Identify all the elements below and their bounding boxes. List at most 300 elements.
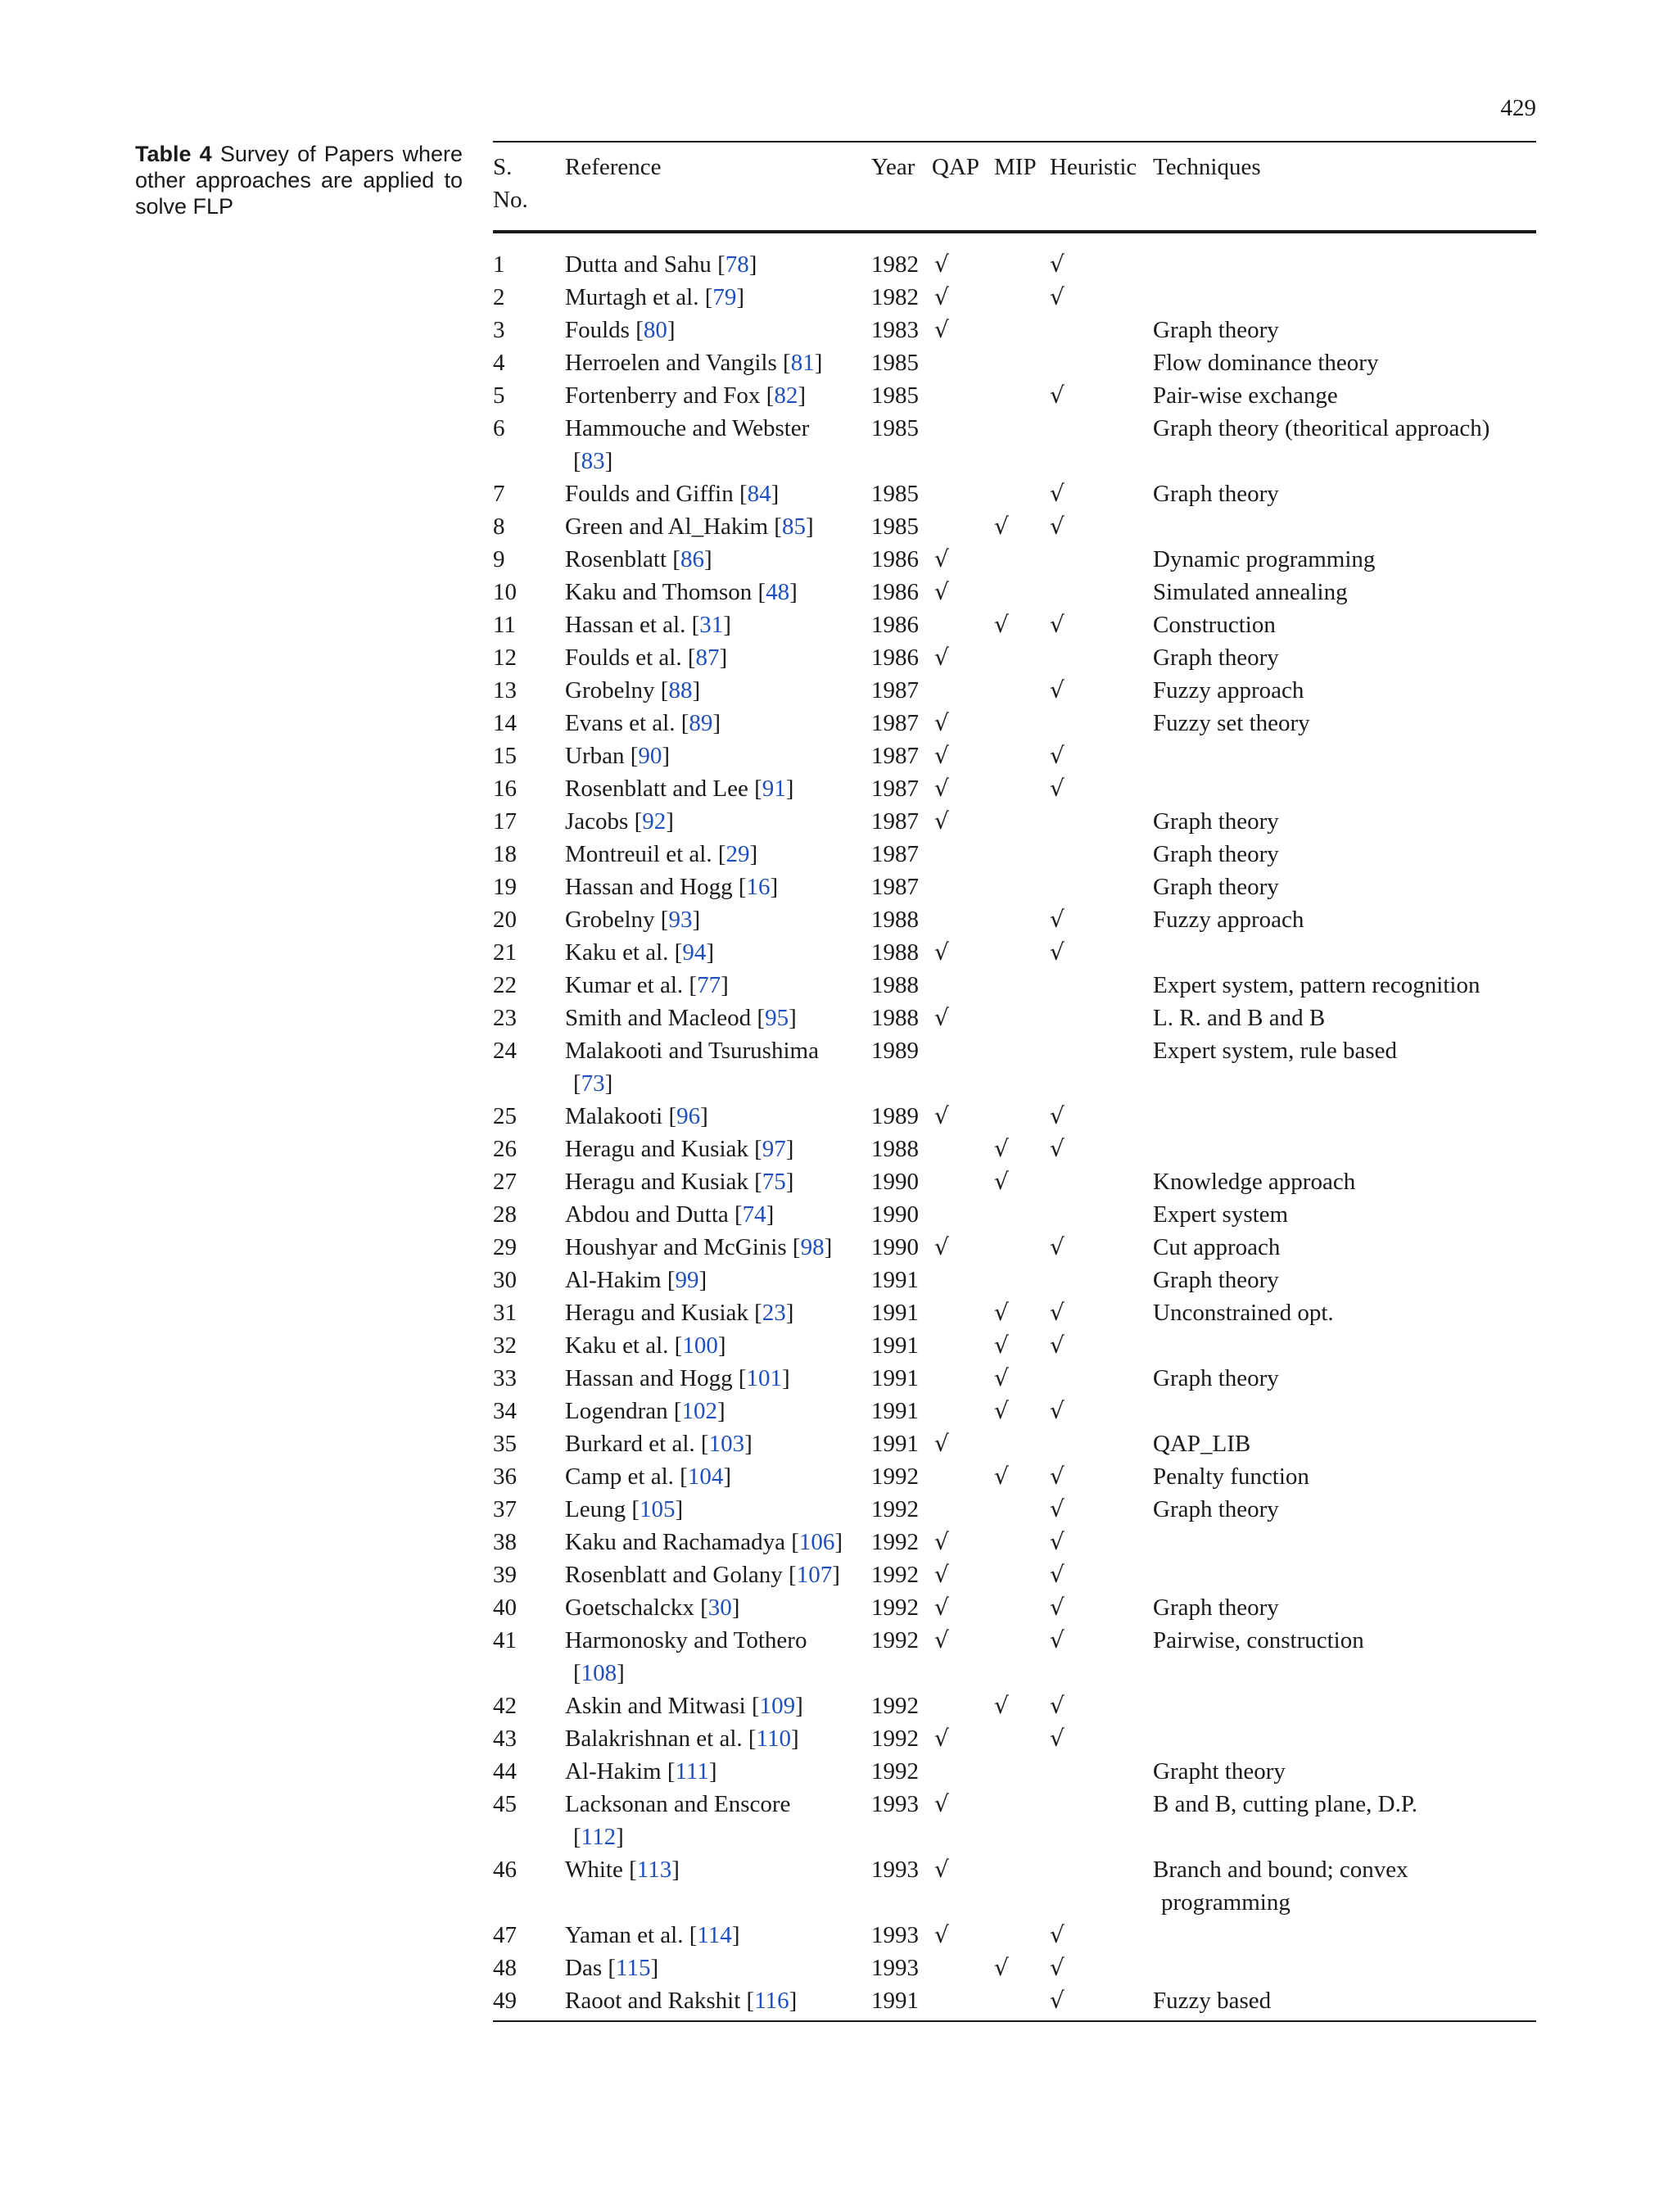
reference-authors: Fortenberry and Fox xyxy=(565,382,766,409)
citation-number[interactable]: 74 xyxy=(742,1201,766,1228)
row-techniques xyxy=(1153,1984,1536,2017)
citation-close-bracket: ] xyxy=(675,1496,684,1522)
table-row xyxy=(493,641,1536,674)
row-sno: 23 xyxy=(493,1005,517,1031)
techniques-text: Fuzzy approach xyxy=(1153,677,1304,703)
reference-authors: Malakooti xyxy=(565,1103,669,1129)
citation-number[interactable]: 75 xyxy=(762,1169,786,1195)
citation-open-bracket: [ xyxy=(757,579,766,605)
citation-close-bracket: ] xyxy=(604,448,613,474)
citation-number[interactable]: 83 xyxy=(581,448,605,474)
reference-citation[interactable] xyxy=(631,1496,683,1522)
citation-number[interactable]: 113 xyxy=(636,1857,672,1883)
citation-number[interactable]: 86 xyxy=(680,546,704,572)
citation-open-bracket: [ xyxy=(789,1562,797,1588)
citation-open-bracket: [ xyxy=(680,1463,688,1490)
reference-citation[interactable] xyxy=(688,645,727,671)
reference-citation[interactable] xyxy=(675,1332,726,1359)
row-heuristic-check: √ xyxy=(1050,1397,1065,1424)
row-heuristic-check: √ xyxy=(1050,1463,1065,1490)
table-row xyxy=(493,674,1536,707)
row-mip-check: √ xyxy=(994,513,1009,540)
reference-citation[interactable] xyxy=(668,1103,707,1129)
table-row xyxy=(493,838,1536,871)
row-qap-check: √ xyxy=(934,316,949,343)
reference-citation[interactable] xyxy=(680,1463,731,1490)
techniques-text: Expert system, pattern recognition xyxy=(1153,972,1480,998)
citation-open-bracket: [ xyxy=(774,513,782,540)
reference-citation[interactable] xyxy=(757,1005,796,1031)
row-heuristic-check: √ xyxy=(1050,1528,1065,1555)
citation-open-bracket: [ xyxy=(629,1857,637,1883)
row-sno: 37 xyxy=(493,1496,517,1522)
citation-number[interactable]: 73 xyxy=(581,1070,605,1097)
citation-open-bracket: [ xyxy=(668,1103,677,1129)
citation-open-bracket: [ xyxy=(791,1529,799,1555)
table-row xyxy=(493,1362,1536,1395)
row-qap-check: √ xyxy=(934,1561,949,1588)
citation-open-bracket: [ xyxy=(573,1824,581,1850)
citation-close-bracket: ] xyxy=(667,317,676,343)
row-year: 1993 xyxy=(871,1955,919,1981)
citation-close-bracket: ] xyxy=(748,251,757,278)
citation-close-bracket: ] xyxy=(692,907,701,933)
reference-citation[interactable] xyxy=(700,1595,739,1621)
reference-citation[interactable] xyxy=(752,1693,803,1719)
reference-citation[interactable] xyxy=(748,1726,799,1752)
row-reference xyxy=(565,740,870,772)
reference-citation[interactable] xyxy=(681,710,721,736)
reference-citation[interactable] xyxy=(717,251,757,278)
row-techniques xyxy=(1153,871,1536,903)
citation-close-bracket: ] xyxy=(617,1660,625,1686)
table-row xyxy=(493,1231,1536,1264)
table-row xyxy=(493,936,1536,969)
citation-number[interactable]: 112 xyxy=(581,1824,617,1850)
citation-close-bracket: ] xyxy=(650,1955,659,1981)
reference-authors: Camp et al. xyxy=(565,1463,680,1490)
row-reference xyxy=(565,674,870,707)
row-reference xyxy=(565,969,870,1002)
citation-number[interactable]: 77 xyxy=(697,972,721,998)
row-year: 1985 xyxy=(871,481,919,507)
row-sno: 18 xyxy=(493,841,517,867)
citation-number[interactable]: 87 xyxy=(695,645,720,671)
reference-citation[interactable] xyxy=(705,284,744,310)
row-year: 1988 xyxy=(871,939,919,966)
citation-open-bracket: [ xyxy=(689,1922,698,1948)
reference-authors: Hassan and Hogg xyxy=(565,1365,739,1391)
citation-close-bracket: ] xyxy=(785,1169,794,1195)
citation-open-bracket: [ xyxy=(735,1201,743,1228)
citation-number[interactable]: 80 xyxy=(643,317,667,343)
reference-citation[interactable] xyxy=(739,874,778,900)
row-qap-check: √ xyxy=(934,1233,949,1260)
table-row xyxy=(493,1558,1536,1591)
reference-citation[interactable] xyxy=(747,1988,798,2014)
row-sno: 48 xyxy=(493,1955,517,1981)
table-row xyxy=(493,1395,1536,1427)
row-year: 1992 xyxy=(871,1627,919,1653)
citation-number[interactable]: 103 xyxy=(708,1431,745,1457)
reference-authors: Kaku and Rachamadya xyxy=(565,1529,792,1555)
techniques-text: Graph theory (theoritical approach) xyxy=(1153,415,1490,441)
reference-citation[interactable] xyxy=(754,1169,793,1195)
row-year: 1993 xyxy=(871,1791,919,1817)
citation-close-bracket: ] xyxy=(832,1562,840,1588)
reference-citation[interactable] xyxy=(635,317,675,343)
row-sno: 20 xyxy=(493,907,517,933)
citation-open-bracket: [ xyxy=(746,1988,755,2014)
citation-number[interactable]: 82 xyxy=(774,382,798,409)
citation-close-bracket: ] xyxy=(790,1726,799,1752)
row-sno: 5 xyxy=(493,382,505,409)
row-reference xyxy=(565,805,870,838)
row-qap-check: √ xyxy=(934,1528,949,1555)
reference-citation[interactable] xyxy=(774,513,813,540)
row-sno: 45 xyxy=(493,1791,517,1817)
techniques-text: Graph theory xyxy=(1153,1267,1279,1293)
header-sno: S. No. xyxy=(493,154,528,213)
reference-authors: Askin and Mitwasi xyxy=(565,1693,752,1719)
reference-citation[interactable] xyxy=(608,1955,658,1981)
reference-citation[interactable] xyxy=(791,1529,843,1555)
citation-number[interactable]: 106 xyxy=(798,1529,835,1555)
techniques-text: Graph theory xyxy=(1153,1496,1279,1522)
reference-authors: Urban xyxy=(565,743,631,769)
techniques-text: Construction xyxy=(1153,612,1276,638)
reference-citation[interactable] xyxy=(718,841,757,867)
citation-number[interactable]: 92 xyxy=(642,808,667,835)
citation-number[interactable]: 104 xyxy=(687,1463,724,1490)
row-heuristic-check: √ xyxy=(1050,1102,1065,1129)
row-sno: 25 xyxy=(493,1103,517,1129)
techniques-text: Flow dominance theory xyxy=(1153,350,1379,376)
reference-citation[interactable] xyxy=(667,1267,707,1293)
row-reference xyxy=(565,1231,870,1264)
row-year: 1993 xyxy=(871,1857,919,1883)
row-sno: 8 xyxy=(493,513,505,540)
citation-close-bracket: ] xyxy=(795,1693,803,1719)
citation-open-bracket: [ xyxy=(766,382,775,409)
citation-close-bracket: ] xyxy=(700,1103,708,1129)
row-reference xyxy=(565,1264,870,1296)
reference-citation[interactable] xyxy=(701,1431,753,1457)
citation-number[interactable]: 95 xyxy=(765,1005,789,1031)
reference-authors: Dutta and Sahu xyxy=(565,251,718,278)
reference-citation[interactable] xyxy=(757,579,797,605)
row-heuristic-check: √ xyxy=(1050,1921,1065,1948)
reference-citation[interactable] xyxy=(739,481,779,507)
citation-number[interactable]: 98 xyxy=(800,1234,825,1260)
row-techniques xyxy=(1153,969,1536,1002)
row-sno: 1 xyxy=(493,251,505,278)
citation-open-bracket: [ xyxy=(754,1300,762,1326)
reference-authors: Balakrishnan et al. xyxy=(565,1726,748,1752)
reference-citation[interactable] xyxy=(631,743,670,769)
row-heuristic-check: √ xyxy=(1050,480,1065,507)
citation-number[interactable]: 81 xyxy=(790,350,815,376)
citation-number[interactable]: 110 xyxy=(756,1726,791,1752)
table-row xyxy=(493,805,1536,838)
citation-number[interactable]: 96 xyxy=(676,1103,701,1129)
reference-citation[interactable] xyxy=(672,546,712,572)
row-year: 1991 xyxy=(871,1988,919,2014)
citation-number[interactable]: 93 xyxy=(668,907,693,933)
row-reference xyxy=(565,1395,870,1427)
row-heuristic-check: √ xyxy=(1050,1561,1065,1588)
row-qap-check: √ xyxy=(934,775,949,802)
table-row xyxy=(493,1329,1536,1362)
reference-citation[interactable] xyxy=(661,677,700,703)
row-heuristic-check: √ xyxy=(1050,382,1065,409)
row-heuristic-check: √ xyxy=(1050,775,1065,802)
row-reference xyxy=(565,1362,870,1395)
techniques-text: Graph theory xyxy=(1153,841,1279,867)
citation-close-bracket: ] xyxy=(805,513,814,540)
reference-citation[interactable] xyxy=(629,1857,680,1883)
row-qap-check: √ xyxy=(934,578,949,605)
row-qap-check: √ xyxy=(934,709,949,736)
row-sno: 17 xyxy=(493,808,517,835)
row-sno: 36 xyxy=(493,1463,517,1490)
citation-number[interactable]: 115 xyxy=(616,1955,651,1981)
citation-close-bracket: ] xyxy=(789,579,798,605)
citation-close-bracket: ] xyxy=(785,1136,794,1162)
citation-number[interactable]: 108 xyxy=(581,1660,617,1686)
row-reference xyxy=(565,871,870,903)
reference-authors: Murtagh et al. xyxy=(565,284,705,310)
row-reference xyxy=(565,510,870,543)
row-reference xyxy=(565,1722,870,1755)
header-reference: Reference xyxy=(565,154,662,180)
citation-open-bracket: [ xyxy=(757,1005,766,1031)
row-year: 1987 xyxy=(871,841,919,867)
citation-number[interactable]: 29 xyxy=(725,841,750,867)
citation-number[interactable]: 101 xyxy=(746,1365,782,1391)
table-bottom-rule xyxy=(493,2020,1536,2022)
citation-number[interactable]: 84 xyxy=(747,481,771,507)
table-row xyxy=(493,969,1536,1002)
techniques-text: Fuzzy set theory xyxy=(1153,710,1310,736)
row-year: 1989 xyxy=(871,1038,919,1064)
reference-citation[interactable] xyxy=(754,776,793,802)
citation-open-bracket: [ xyxy=(673,1398,682,1424)
row-year: 1988 xyxy=(871,907,919,933)
table-row xyxy=(493,346,1536,379)
row-techniques xyxy=(1153,1264,1536,1296)
row-reference xyxy=(565,1591,870,1624)
citation-number[interactable]: 85 xyxy=(781,513,806,540)
citation-close-bracket: ] xyxy=(666,808,674,835)
reference-citation[interactable] xyxy=(754,1300,793,1326)
table-row xyxy=(493,1264,1536,1296)
citation-close-bracket: ] xyxy=(671,1857,680,1883)
row-reference xyxy=(565,1853,870,1886)
row-reference xyxy=(565,1198,870,1231)
techniques-text: L. R. and B and B xyxy=(1153,1005,1326,1031)
citation-close-bracket: ] xyxy=(604,1070,613,1097)
row-techniques xyxy=(1153,477,1536,510)
table-row xyxy=(493,1591,1536,1624)
techniques-text: Graph theory xyxy=(1153,1365,1279,1391)
citation-number[interactable]: 90 xyxy=(638,743,662,769)
reference-citation[interactable] xyxy=(689,1922,740,1948)
row-year: 1985 xyxy=(871,350,919,376)
techniques-text: Graph theory xyxy=(1153,874,1279,900)
row-reference xyxy=(565,1952,870,1984)
table-row xyxy=(493,412,1536,477)
row-year: 1992 xyxy=(871,1496,919,1522)
citation-number[interactable]: 89 xyxy=(689,710,713,736)
citation-close-bracket: ] xyxy=(698,1267,707,1293)
reference-authors: Herroelen and Vangils xyxy=(565,350,784,376)
citation-number[interactable]: 31 xyxy=(699,612,724,638)
row-reference xyxy=(565,1034,870,1100)
citation-number[interactable]: 100 xyxy=(682,1332,718,1359)
citation-open-bracket: [ xyxy=(573,448,581,474)
citation-number[interactable]: 107 xyxy=(796,1562,833,1588)
row-heuristic-check: √ xyxy=(1050,742,1065,769)
citation-number[interactable]: 88 xyxy=(668,677,693,703)
row-reference xyxy=(565,1427,870,1460)
row-reference xyxy=(565,543,870,576)
row-sno: 11 xyxy=(493,612,516,638)
row-reference xyxy=(565,641,870,674)
citation-close-bracket: ] xyxy=(789,1988,798,2014)
row-sno: 4 xyxy=(493,350,505,376)
row-year: 1992 xyxy=(871,1693,919,1719)
citation-open-bracket: [ xyxy=(634,808,643,835)
citation-close-bracket: ] xyxy=(749,841,758,867)
table-row xyxy=(493,1722,1536,1755)
row-qap-check: √ xyxy=(934,1626,949,1653)
reference-citation[interactable] xyxy=(635,808,674,835)
citation-close-bracket: ] xyxy=(703,546,712,572)
row-sno: 33 xyxy=(493,1365,517,1391)
reference-authors: Das xyxy=(565,1955,608,1981)
row-year: 1987 xyxy=(871,776,919,802)
row-sno: 35 xyxy=(493,1431,517,1457)
citation-close-bracket: ] xyxy=(712,710,721,736)
reference-citation[interactable] xyxy=(754,1136,793,1162)
citation-number[interactable]: 105 xyxy=(640,1496,676,1522)
row-techniques xyxy=(1153,1460,1536,1493)
table-row xyxy=(493,1034,1536,1100)
citation-number[interactable]: 116 xyxy=(754,1988,789,2014)
row-year: 1985 xyxy=(871,382,919,409)
reference-citation[interactable] xyxy=(783,350,822,376)
row-sno: 42 xyxy=(493,1693,517,1719)
citation-close-bracket: ] xyxy=(723,612,731,638)
row-techniques xyxy=(1153,1624,1536,1657)
citation-number[interactable]: 16 xyxy=(746,874,771,900)
citation-number[interactable]: 79 xyxy=(712,284,737,310)
row-techniques xyxy=(1153,1493,1536,1526)
reference-authors: Malakooti and Tsurushima xyxy=(565,1038,819,1064)
reference-citation[interactable] xyxy=(674,1398,725,1424)
reference-citation[interactable] xyxy=(565,1821,870,1853)
table-row xyxy=(493,903,1536,936)
citation-number[interactable]: 114 xyxy=(697,1922,732,1948)
row-sno: 10 xyxy=(493,579,517,605)
row-reference xyxy=(565,281,870,314)
row-year: 1992 xyxy=(871,1463,919,1490)
row-sno: 21 xyxy=(493,939,517,966)
reference-citation[interactable] xyxy=(565,445,870,477)
reference-citation[interactable] xyxy=(735,1201,774,1228)
row-heuristic-check: √ xyxy=(1050,611,1065,638)
citation-number[interactable]: 48 xyxy=(766,579,790,605)
citation-number[interactable]: 78 xyxy=(725,251,749,278)
table-row xyxy=(493,1919,1536,1952)
citation-close-bracket: ] xyxy=(798,382,806,409)
reference-citation[interactable] xyxy=(565,1657,870,1690)
row-reference xyxy=(565,1558,870,1591)
row-techniques xyxy=(1153,1362,1536,1395)
citation-open-bracket: [ xyxy=(717,251,725,278)
reference-citation[interactable] xyxy=(565,1067,870,1100)
citation-close-bracket: ] xyxy=(731,1595,740,1621)
reference-citation[interactable] xyxy=(739,1365,790,1391)
reference-citation[interactable] xyxy=(692,612,731,638)
row-year: 1992 xyxy=(871,1595,919,1621)
reference-citation[interactable] xyxy=(689,972,728,998)
row-reference xyxy=(565,1526,870,1558)
row-techniques xyxy=(1153,1755,1536,1788)
citation-number[interactable]: 91 xyxy=(762,776,786,802)
row-techniques xyxy=(1153,1002,1536,1034)
row-year: 1983 xyxy=(871,317,919,343)
citation-number[interactable]: 94 xyxy=(682,939,707,966)
reference-citation[interactable] xyxy=(675,939,714,966)
reference-authors: Jacobs xyxy=(565,808,635,835)
citation-number[interactable]: 102 xyxy=(681,1398,718,1424)
citation-number[interactable]: 97 xyxy=(762,1136,786,1162)
row-techniques xyxy=(1153,707,1536,740)
citation-number[interactable]: 99 xyxy=(675,1267,699,1293)
reference-citation[interactable] xyxy=(667,1758,717,1785)
reference-citation[interactable] xyxy=(793,1234,832,1260)
citation-number[interactable]: 23 xyxy=(762,1300,786,1326)
reference-citation[interactable] xyxy=(661,907,700,933)
row-year: 1990 xyxy=(871,1169,919,1195)
techniques-text: Cut approach xyxy=(1153,1234,1281,1260)
table-row xyxy=(493,707,1536,740)
techniques-text: Graph theory xyxy=(1153,1595,1279,1621)
citation-number[interactable]: 30 xyxy=(707,1595,732,1621)
row-year: 1991 xyxy=(871,1431,919,1457)
citation-number[interactable]: 111 xyxy=(675,1758,709,1785)
citation-open-bracket: [ xyxy=(754,776,762,802)
citation-number[interactable]: 109 xyxy=(759,1693,796,1719)
row-year: 1988 xyxy=(871,1136,919,1162)
techniques-text-continued: programming xyxy=(1161,1889,1291,1916)
citation-open-bracket: [ xyxy=(631,1496,640,1522)
citation-open-bracket: [ xyxy=(738,874,747,900)
citation-open-bracket: [ xyxy=(783,350,791,376)
row-heuristic-check: √ xyxy=(1050,1332,1065,1359)
row-mip-check: √ xyxy=(994,1332,1009,1359)
citation-open-bracket: [ xyxy=(689,972,698,998)
row-sno: 16 xyxy=(493,776,517,802)
row-reference xyxy=(565,903,870,936)
reference-citation[interactable] xyxy=(789,1562,840,1588)
reference-citation[interactable] xyxy=(766,382,806,409)
row-reference xyxy=(565,1984,870,2017)
survey-table xyxy=(493,141,1536,2022)
row-techniques xyxy=(1153,1165,1536,1198)
